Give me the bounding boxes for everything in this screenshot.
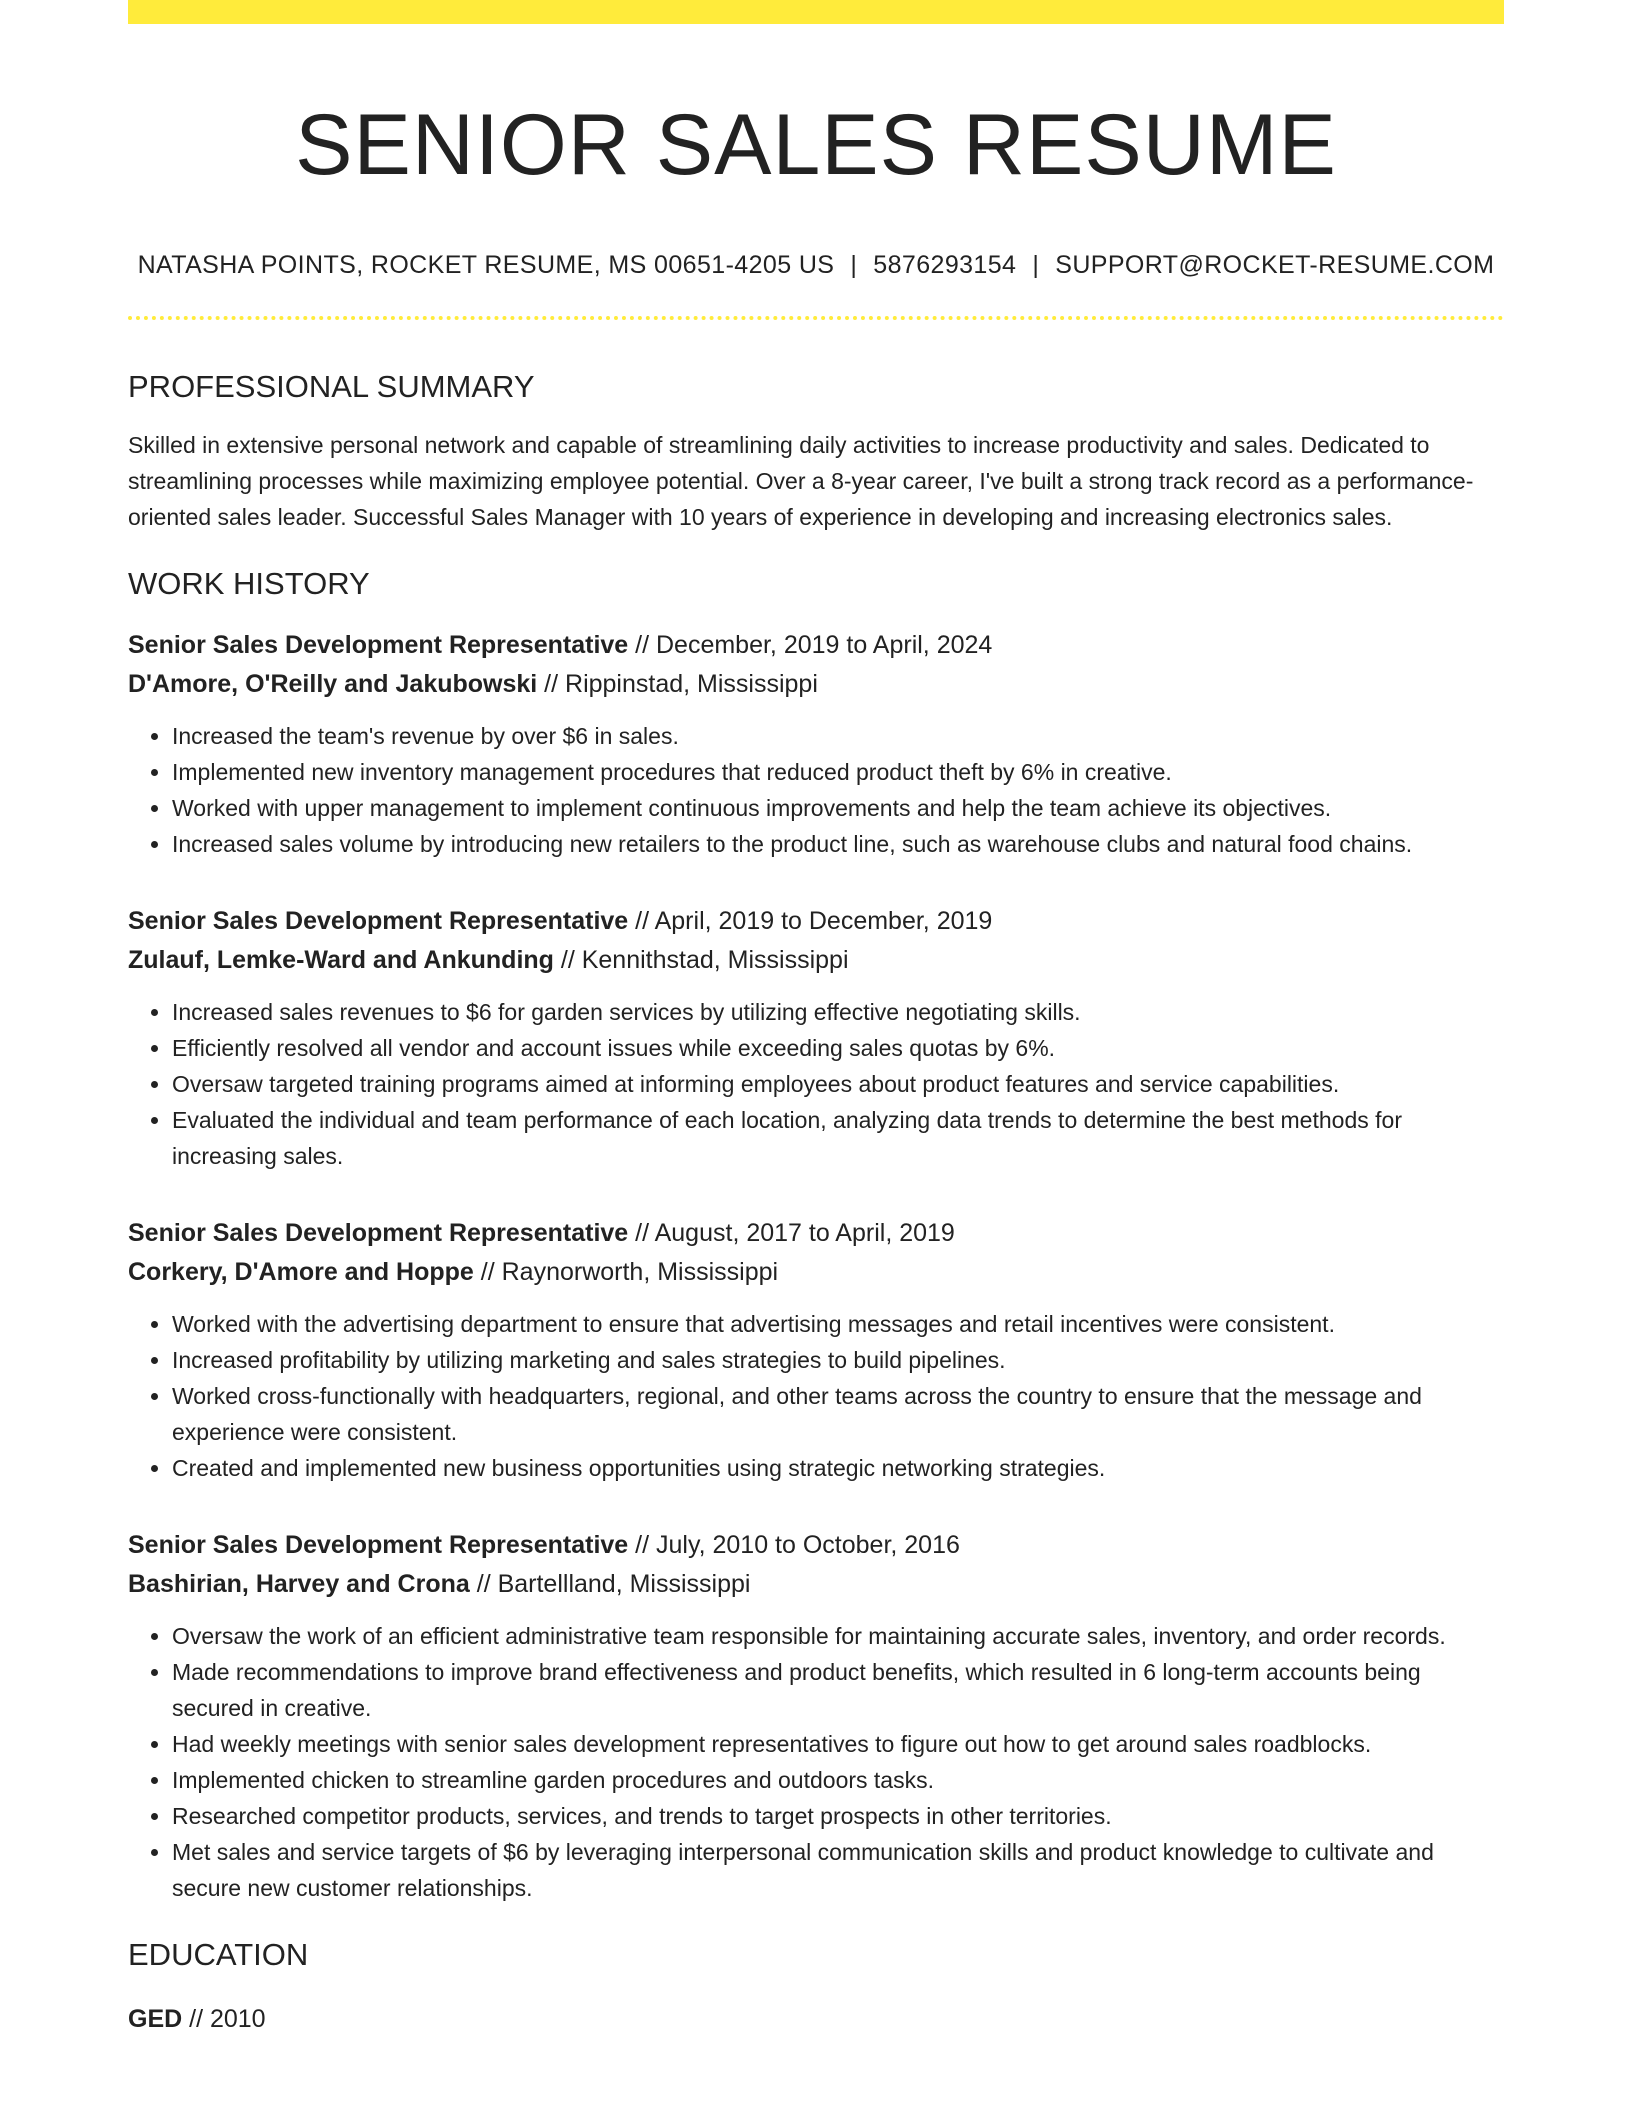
- resume-page: [128, 0, 1504, 2039]
- job-role-line: [128, 626, 1504, 665]
- job-company-line: [128, 1565, 1504, 1604]
- job-bullet: • Implemented new inventory management procedures that reduced product theft by 6% in creative.: [172, 754, 1504, 790]
- job-bullet: • Had weekly meetings with senior sales development representatives to figure out how to get around sales roadblocks.: [172, 1726, 1504, 1762]
- job-company-line: [128, 941, 1504, 980]
- job-role: Senior Sales Development Representative: [128, 631, 629, 660]
- job-role-line: [128, 1214, 1504, 1253]
- job-entry: [128, 626, 1504, 862]
- job-bullets: [128, 994, 1504, 1174]
- job-bullet: • Increased sales revenues to $6 for garden services by utilizing effective negotiating skills.: [172, 994, 1504, 1030]
- job-bullet: • Implemented chicken to streamline garden procedures and outdoors tasks.: [172, 1762, 1504, 1798]
- dotted-divider: [128, 316, 1504, 320]
- contact-line: [128, 250, 1504, 280]
- job-bullet: • Met sales and service targets of $6 by leveraging interpersonal communication skills and product knowledge to cultivate and secure new customer relationships.: [172, 1834, 1504, 1906]
- job-role-line: [128, 1526, 1504, 1565]
- job-bullet: • Worked with the advertising department to ensure that advertising messages and retail incentives were consistent.: [172, 1306, 1504, 1342]
- job-bullet: • Efficiently resolved all vendor and account issues while exceeding sales quotas by 6%.: [172, 1030, 1504, 1066]
- job-bullets: [128, 718, 1504, 862]
- job-bullet: • Created and implemented new business opportunities using strategic networking strategies.: [172, 1450, 1504, 1486]
- job-entry: [128, 1526, 1504, 1906]
- job-company-line: [128, 1253, 1504, 1292]
- job-dates: // April, 2019 to December, 2019: [628, 907, 993, 936]
- job-bullet: • Evaluated the individual and team performance of each location, analyzing data trends to determine the best methods for increasing sales.: [172, 1102, 1504, 1174]
- job-role: Senior Sales Development Representative: [128, 1531, 629, 1560]
- work-history-heading: WORK HISTORY: [128, 566, 370, 602]
- job-bullets: [128, 1618, 1504, 1906]
- job-company: D'Amore, O'Reilly and Jakubowski: [128, 670, 538, 699]
- resume-title: SENIOR SALES RESUME: [295, 97, 1337, 193]
- summary-text: Skilled in extensive personal network and capable of streamlining daily activities to increase productivity and sales. Dedicated to streamlining processes while maximizing employee potential. Over a 8-year career, I've built a strong track record as a performance-oriented sales leader. Successful Sales Manager with 10 years of experience in developing and increasing electronics sales.: [128, 432, 1474, 531]
- job-bullets: [128, 1306, 1504, 1486]
- job-entry: [128, 902, 1504, 1174]
- job-bullet: • Increased the team's revenue by over $6 in sales.: [172, 718, 1504, 754]
- job-bullet: • Oversaw targeted training programs aimed at informing employees about product features and service capabilities.: [172, 1066, 1504, 1102]
- job-role-line: [128, 902, 1504, 941]
- job-company: Corkery, D'Amore and Hoppe: [128, 1258, 474, 1287]
- job-location: // Rippinstad, Mississippi: [537, 670, 818, 699]
- job-role: Senior Sales Development Representative: [128, 907, 629, 936]
- job-entry: [128, 1214, 1504, 1486]
- job-bullet: • Worked cross-functionally with headquarters, regional, and other teams across the country to ensure that the message and experience were consistent.: [172, 1378, 1504, 1450]
- job-bullet: • Researched competitor products, services, and trends to target prospects in other territories.: [172, 1798, 1504, 1834]
- job-dates: // December, 2019 to April, 2024: [628, 631, 993, 660]
- contact-phone: 5876293154: [873, 251, 1017, 279]
- education-heading: EDUCATION: [128, 1937, 309, 1973]
- contact-separator: |: [1032, 251, 1040, 279]
- education-entry: [128, 2000, 1504, 2039]
- contact-address: NATASHA POINTS, ROCKET RESUME, MS 00651-4205 US: [137, 251, 835, 279]
- accent-bar: [128, 0, 1504, 24]
- job-bullet: • Worked with upper management to implement continuous improvements and help the team achieve its objectives.: [172, 790, 1504, 826]
- job-location: // Raynorworth, Mississippi: [473, 1258, 779, 1287]
- contact-separator: |: [850, 251, 858, 279]
- job-location: // Kennithstad, Mississippi: [553, 946, 849, 975]
- job-bullet: • Increased sales volume by introducing new retailers to the product line, such as warehouse clubs and natural food chains.: [172, 826, 1504, 862]
- job-company: Bashirian, Harvey and Crona: [128, 1570, 470, 1599]
- summary-heading: PROFESSIONAL SUMMARY: [128, 369, 535, 404]
- work-history-list: [128, 626, 1504, 1906]
- job-bullet: • Oversaw the work of an efficient administrative team responsible for maintaining accurate sales, inventory, and order records.: [172, 1618, 1504, 1654]
- job-role: Senior Sales Development Representative: [128, 1219, 629, 1248]
- job-company-line: [128, 665, 1504, 704]
- education-degree: GED: [128, 2004, 183, 2033]
- education-year: // 2010: [182, 2004, 266, 2033]
- job-dates: // July, 2010 to October, 2016: [628, 1531, 960, 1560]
- job-location: // Bartellland, Mississippi: [469, 1570, 751, 1599]
- job-dates: // August, 2017 to April, 2019: [628, 1219, 955, 1248]
- job-bullet: • Increased profitability by utilizing marketing and sales strategies to build pipelines.: [172, 1342, 1504, 1378]
- contact-email: SUPPORT@ROCKET-RESUME.COM: [1055, 251, 1495, 279]
- job-bullet: • Made recommendations to improve brand effectiveness and product benefits, which resulted in 6 long-term accounts being secured in creative.: [172, 1654, 1504, 1726]
- job-company: Zulauf, Lemke-Ward and Ankunding: [128, 946, 554, 975]
